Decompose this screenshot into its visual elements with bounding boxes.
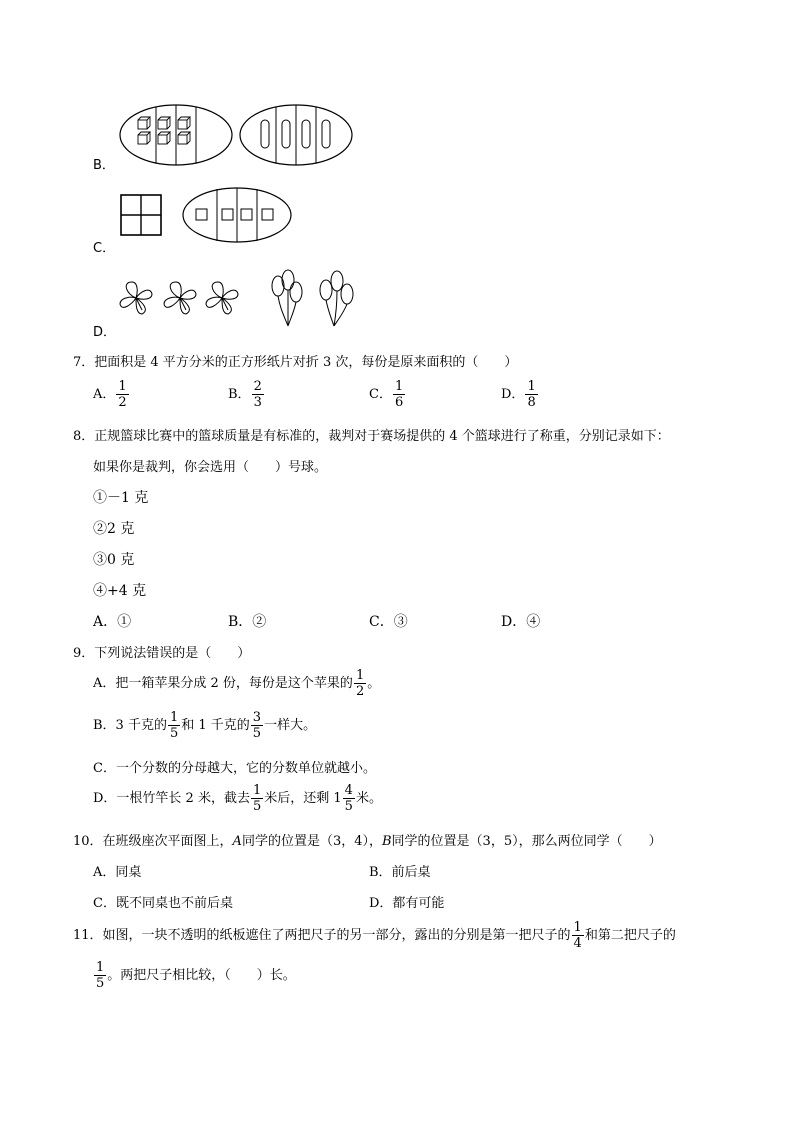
fraction: $\frac{1}{6}$ xyxy=(394,379,404,410)
q8-record-2: ②2 克 xyxy=(93,521,135,537)
q8-option-d[interactable]: D．④ xyxy=(501,614,541,630)
q9-option-d[interactable] xyxy=(93,784,382,813)
q7-option-d[interactable] xyxy=(501,380,539,409)
option-label: A． xyxy=(93,387,116,402)
fraction: $\frac{2}{3}$ xyxy=(253,379,262,410)
fraction: $\frac{1}{5}$ xyxy=(169,710,179,741)
q10-option-b[interactable]: B．前后桌 xyxy=(369,865,431,880)
q10-option-a[interactable]: A．同桌 xyxy=(93,865,142,880)
fraction: $\frac{1}{5}$ xyxy=(96,960,105,991)
option-label: C． xyxy=(369,387,392,402)
q8-option-a[interactable]: A．① xyxy=(93,614,132,630)
q6-option-d-label[interactable]: D． xyxy=(93,325,117,340)
q6-option-b-figure xyxy=(118,102,358,168)
option-text: A．把一箱苹果分成 2 份，每份是这个苹果的 xyxy=(93,676,353,691)
variable-a: A xyxy=(232,834,242,849)
q8-record-3: ③0 克 xyxy=(93,552,135,568)
q10-option-c[interactable]: C．既不同桌也不前后桌 xyxy=(93,896,233,911)
variable-b: B xyxy=(381,834,392,849)
option-text-end: 米。 xyxy=(355,791,382,806)
fraction: $\frac{1}{2}$ xyxy=(355,668,365,699)
option-text-end: 。 xyxy=(367,676,381,691)
q6-option-c-label[interactable]: C． xyxy=(93,241,116,256)
option-text-mid: 和 1 千克的 xyxy=(181,718,250,733)
fraction: $\frac{3}{5}$ xyxy=(252,710,262,741)
option-label: D． xyxy=(501,387,525,402)
fraction: $\frac{1}{5}$ xyxy=(252,783,262,814)
q8-stem-line2: 如果你是裁判，你会选用（ ）号球。 xyxy=(93,460,328,475)
option-text-mid: 米后，还剩 xyxy=(264,791,334,806)
fraction: $\frac{1}{8}$ xyxy=(527,379,536,410)
q7-option-a[interactable] xyxy=(93,380,130,409)
q8-stem-line1: 8．正规篮球比赛中的篮球质量是有标准的，裁判对于赛场提供的 4 个篮球进行了称重，分别记录如下： xyxy=(73,429,670,444)
option-text: D．一根竹竿长 2 米，截去 xyxy=(93,791,250,806)
q8-record-4: ④+4 克 xyxy=(93,583,147,599)
q6-option-c-figure xyxy=(120,186,300,244)
q11-stem-line2: $\frac{1}{5}$ 。两把尺子相比较，（ ）长。 xyxy=(96,960,296,991)
q8-option-c[interactable]: C．③ xyxy=(369,614,408,630)
option-label: B． xyxy=(228,387,251,402)
mixed-number: 1 $\frac{4}{5}$ xyxy=(333,783,353,814)
fraction: $\frac{1}{2}$ xyxy=(118,379,127,410)
q10-option-d[interactable]: D．都有可能 xyxy=(369,896,445,911)
q11-stem-line1: 11．如图，一块不透明的纸板遮住了两把尺子的另一部分，露出的分别是第一把尺子的 $\frac{1}{4}$ 和第二把尺子的 xyxy=(73,920,676,951)
q6-option-b-label[interactable]: B． xyxy=(93,158,115,173)
q7-stem: 7．把面积是 4 平方分米的正方形纸片对折 3 次，每份是原来面积的（ ） xyxy=(73,355,518,370)
fraction: $\frac{1}{4}$ xyxy=(573,920,582,951)
q8-option-b[interactable]: B．② xyxy=(228,614,267,630)
q6-option-d-figure xyxy=(118,268,363,330)
q9-option-b[interactable] xyxy=(93,711,316,740)
q10-stem: 10．在班级座次平面图上，A同学的位置是（3，4），B同学的位置是（3，5），那么两位同学（ ） xyxy=(73,834,662,849)
q9-option-a[interactable] xyxy=(93,669,380,698)
q9-option-c[interactable]: C．一个分数的分母越大，它的分数单位就越小。 xyxy=(93,761,376,776)
option-text: B．3 千克的 xyxy=(93,718,167,733)
q7-option-c[interactable] xyxy=(369,380,406,409)
q9-stem: 9．下列说法错误的是（ ） xyxy=(73,646,251,661)
option-text-end: 一样大。 xyxy=(264,718,317,733)
q7-option-b[interactable] xyxy=(228,380,265,409)
q8-record-1: ①－1 克 xyxy=(93,490,149,506)
